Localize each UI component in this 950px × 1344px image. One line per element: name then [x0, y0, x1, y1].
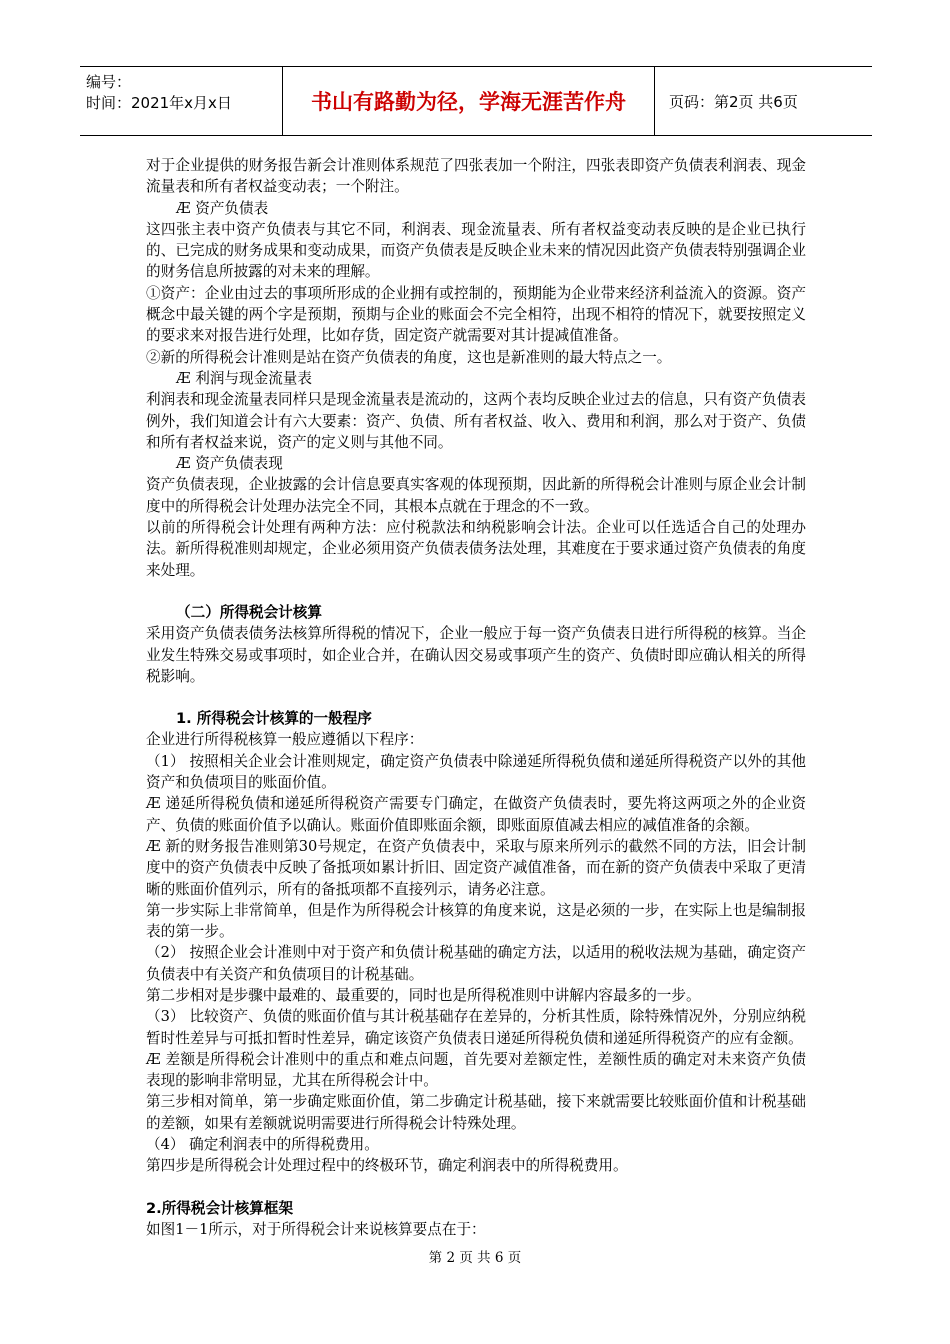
- date-label: 时间：2021年x月x日: [86, 94, 232, 112]
- bullet-heading: Æ 资产负债表现: [176, 455, 283, 473]
- paragraph: 对于企业提供的财务报告新会计准则体系规范了四张表加一个附注，四张表即资产负债表利润表、现金流量表和所有者权益变动表；一个附注。: [146, 157, 806, 196]
- paragraph: 这四张主表中资产负债表与其它不同，利润表、现金流量表、所有者权益变动表反映的是企业已执行的、已完成的财务成果和变动成果，而资产负债表是反映企业未来的情况因此资产负债表特别强调企业的财务信息所披露的对未来的理解。: [146, 220, 806, 281]
- paragraph: 采用资产负债表债务法核算所得税的情况下，企业一般应于每一资产负债表日进行所得税的核算。当企业发生特殊交易或事项时，如企业合并，在确认因交易或事项产生的资产、负债时即应确认相关的所得税影响。: [146, 625, 806, 685]
- header-page-label: 页码：第2页 共6页: [669, 93, 798, 111]
- paragraph: 企业进行所得税核算一般应遵循以下程序：: [146, 731, 424, 749]
- section-heading: （二）所得税会计核算: [176, 603, 322, 621]
- paragraph: 如图1－1所示，对于所得税会计来说核算要点在于：: [146, 1220, 486, 1238]
- paragraph: 第三步相对简单，第一步确定账面价值，第二步确定计税基础，接下来就需要比较账面价值和计税基础的差额，如果有差额就说明需要进行所得税会计特殊处理。: [146, 1093, 806, 1132]
- paragraph: （1） 按照相关企业会计准则规定，确定资产负债表中除递延所得税负债和递延所得税资产以外的其他资产和负债项目的账面价值。: [146, 752, 806, 792]
- paragraph: （2） 按照企业会计准则中对于资产和负债计税基础的确定方法，以适用的税收法规为基础，确定资产负债表中有关资产和负债项目的计税基础。: [146, 944, 806, 983]
- paragraph: Æ 新的财务报告准则第30号规定，在资产负债表中，采取与原来所列示的截然不同的方法，旧会计制度中的资产负债表中反映了备抵项如累计折旧、固定资产减值准备，而在新的资产负债表中采取了更清晰的账面价值列示，所有的备抵项都不直接列示，请务必注意。: [146, 837, 806, 898]
- paragraph: （4） 确定利润表中的所得税费用。: [146, 1136, 379, 1154]
- header-meta: [80, 67, 283, 135]
- paragraph: 利润表和现金流量表同样只是现金流量表是流动的，这两个表均反映企业过去的信息，只有资产负债表例外，我们知道会计有六大要素：资产、负债、所有者权益、收入、费用和利润，那么对于资产、负债和所有者权益来说，资产的定义则与其他不同。: [146, 391, 806, 451]
- paragraph: 第二步相对是步骤中最难的、最重要的，同时也是所得税准则中讲解内容最多的一步。: [146, 986, 701, 1004]
- paragraph: 资产负债表现，企业披露的会计信息要真实客观的体现预期，因此新的所得税会计准则与原企业会计制度中的所得税会计处理办法完全不同，其根本点就在于理念的不一致。: [146, 476, 806, 515]
- subsection-heading: 1. 所得税会计核算的一般程序: [176, 710, 372, 728]
- paragraph: （3） 比较资产、负债的账面价值与其计税基础存在差异的，分析其性质，除特殊情况外，分别应纳税暂时性差异与可抵扣暂时性差异，确定该资产负债表日递延所得税负债和递延所得税资产的应有金额。: [146, 1008, 806, 1047]
- bullet-heading: Æ 利润与现金流量表: [176, 369, 312, 387]
- paragraph: 第一步实际上非常简单，但是作为所得税会计核算的角度来说，这是必须的一步，在实际上也是编制报表的第一步。: [146, 901, 806, 941]
- paragraph: Æ 差额是所得税会计准则中的重点和难点问题，首先要对差额定性，差额性质的确定对未来资产负债表现的影响非常明显，尤其在所得税会计中。: [146, 1050, 806, 1090]
- paragraph: Æ 递延所得税负债和递延所得税资产需要专门确定，在做资产负债表时，要先将这两项之外的企业资产、负债的账面价值予以确认。账面价值即账面余额，即账面原值减去相应的减值准备的余额。: [146, 795, 806, 834]
- paragraph: ②新的所得税会计准则是站在资产负债表的角度，这也是新准则的最大特点之一。: [146, 348, 672, 366]
- paragraph: 以前的所得税会计处理有两种方法：应付税款法和纳税影响会计法。企业可以任选适合自己的处理办法。新所得税准则却规定，企业必须用资产负债表债务法处理，其难度在于要求通过资产负债表的角度来处理。: [146, 519, 806, 579]
- number-label: 编号：: [86, 73, 132, 91]
- page-footer: 第 2 页 共 6 页: [428, 1250, 522, 1266]
- document-body: [146, 155, 806, 1240]
- subsection-heading: 2.所得税会计核算框架: [146, 1199, 294, 1217]
- paragraph: ①资产：企业由过去的事项所形成的企业拥有或控制的，预期能为企业带来经济利益流入的资源。资产概念中最关键的两个字是预期，预期与企业的账面会不完全相符，出现不相符的情况下，就要按照定义的要求来对报告进行处理，比如存货，固定资产就需要对其计提减值准备。: [146, 284, 806, 345]
- page-header: [80, 66, 872, 136]
- bullet-heading: Æ 资产负债表: [176, 199, 269, 217]
- paragraph: 第四步是所得税会计处理过程中的终极环节，确定利润表中的所得税费用。: [146, 1157, 628, 1175]
- header-motto: 书山有路勤为径，学海无涯苦作舟: [283, 67, 655, 135]
